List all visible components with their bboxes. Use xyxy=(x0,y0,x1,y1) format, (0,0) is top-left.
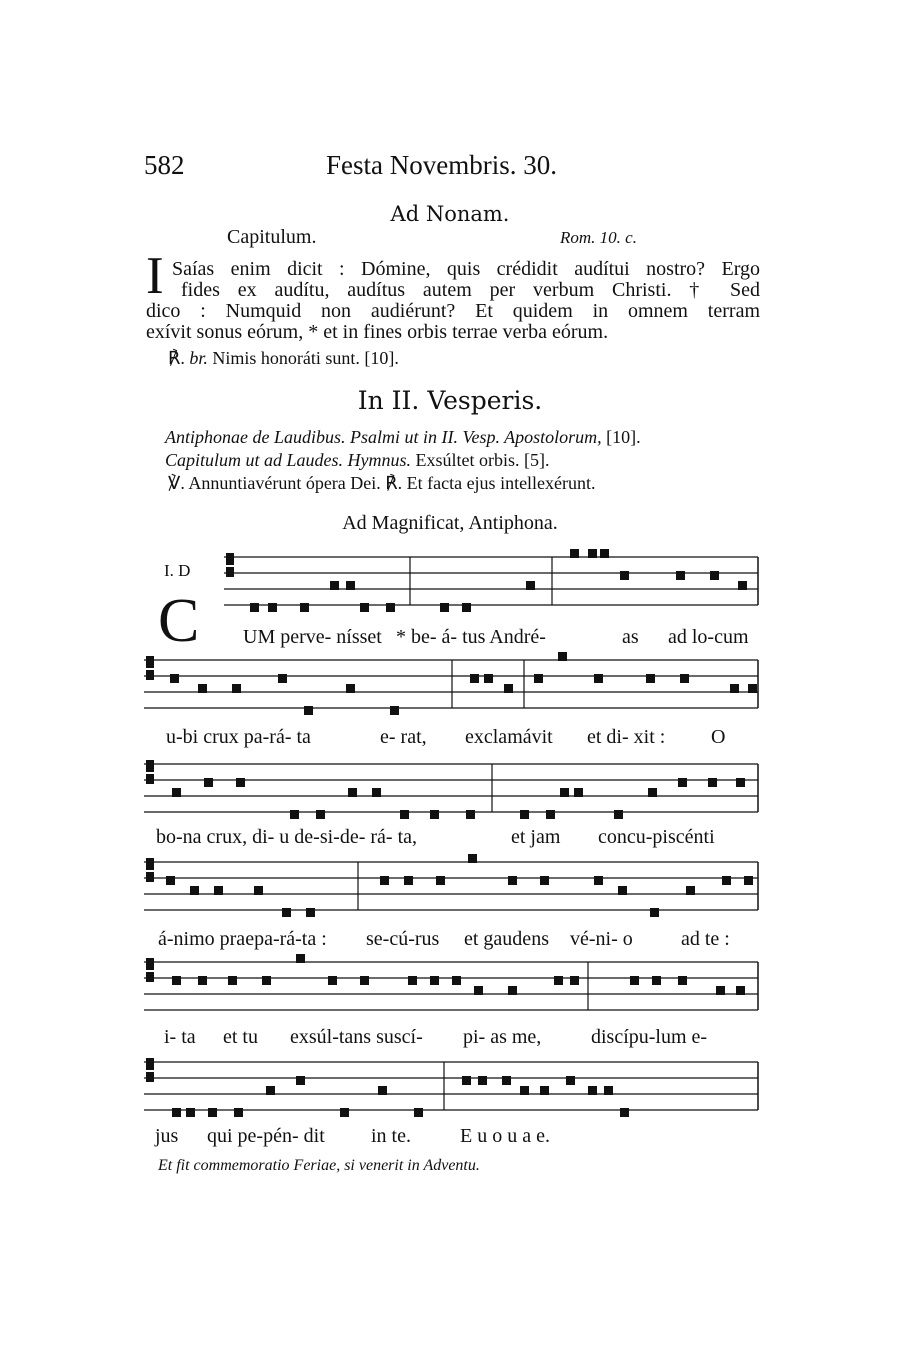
lyric-syllable: exclamávit xyxy=(465,726,553,748)
punctum-neume xyxy=(504,684,513,693)
punctum-neume xyxy=(378,1086,387,1095)
punctum-neume xyxy=(390,706,399,715)
punctum-neume xyxy=(408,976,417,985)
punctum-neume xyxy=(380,876,389,885)
punctum-neume xyxy=(172,1108,181,1117)
punctum-neume xyxy=(474,986,483,995)
punctum-neume xyxy=(470,674,479,683)
punctum-neume xyxy=(566,1076,575,1085)
do-clef-icon xyxy=(146,872,154,882)
punctum-neume xyxy=(620,1108,629,1117)
chant-staff-6 xyxy=(0,1058,900,1118)
responsory-abbr: br. xyxy=(189,348,208,368)
punctum-neume xyxy=(648,788,657,797)
lyric-syllable: u-bi crux pa-rá- ta xyxy=(166,726,311,748)
punctum-neume xyxy=(708,778,717,787)
lyric-syllable: bo-na crux, di- u de-si-de- rá- ta, xyxy=(156,826,417,848)
punctum-neume xyxy=(604,1086,613,1095)
punctum-neume xyxy=(306,908,315,917)
punctum-neume xyxy=(172,788,181,797)
punctum-neume xyxy=(262,976,271,985)
lyric-syllable: ad te : xyxy=(681,928,730,950)
do-clef-icon xyxy=(146,670,154,680)
responsory-sign: ℟. xyxy=(168,348,185,368)
punctum-neume xyxy=(372,788,381,797)
punctum-neume xyxy=(346,684,355,693)
lyric-syllable: á-nimo praepa-rá-ta : xyxy=(158,928,327,950)
lyric-syllable: et jam xyxy=(511,826,561,848)
punctum-neume xyxy=(744,876,753,885)
punctum-neume xyxy=(722,876,731,885)
punctum-neume xyxy=(436,876,445,885)
punctum-neume xyxy=(214,886,223,895)
punctum-neume xyxy=(484,674,493,683)
punctum-neume xyxy=(360,976,369,985)
rubric-line-2 xyxy=(165,450,550,471)
lyric-syllable: e- rat, xyxy=(380,726,427,748)
mode-indicator: I. D xyxy=(164,561,191,580)
punctum-neume xyxy=(614,810,623,819)
response-sign: ℟. xyxy=(385,473,403,493)
rubric-italic: Antiphonae de Laudibus. Psalmi ut in II. Vesp. Apostolorum, xyxy=(165,427,602,447)
punctum-neume xyxy=(414,1108,423,1117)
rubric-plain: Exsúltet orbis. [5]. xyxy=(415,450,550,470)
punctum-neume xyxy=(594,674,603,683)
lyric-syllable: O xyxy=(711,726,726,748)
punctum-neume xyxy=(236,778,245,787)
chant-staff-1 xyxy=(0,553,900,613)
punctum-neume xyxy=(296,1076,305,1085)
punctum-neume xyxy=(570,549,579,558)
punctum-neume xyxy=(730,684,739,693)
punctum-neume xyxy=(508,986,517,995)
punctum-neume xyxy=(282,908,291,917)
rubric-italic: Hymnus. xyxy=(347,450,412,470)
lyric-syllable: E u o u a e. xyxy=(460,1125,550,1147)
punctum-neume xyxy=(526,581,535,590)
do-clef-icon xyxy=(146,1058,154,1070)
punctum-neume xyxy=(646,674,655,683)
commemoration-rubric: Et fit commemoratio Feriae, si venerit in Adventu. xyxy=(158,1157,480,1174)
capitulum-label: Capitulum. xyxy=(227,226,317,248)
rubric-line-1 xyxy=(165,427,641,448)
punctum-neume xyxy=(172,976,181,985)
chant-staff-5 xyxy=(0,958,900,1018)
punctum-neume xyxy=(340,1108,349,1117)
punctum-neume xyxy=(594,876,603,885)
lyric-syllable: se-cú-rus xyxy=(366,928,440,950)
lyric-syllable: discípu-lum e- xyxy=(591,1026,708,1048)
punctum-neume xyxy=(546,810,555,819)
punctum-neume xyxy=(558,652,567,661)
punctum-neume xyxy=(678,778,687,787)
punctum-neume xyxy=(748,684,757,693)
punctum-neume xyxy=(520,810,529,819)
punctum-neume xyxy=(348,788,357,797)
punctum-neume xyxy=(588,549,597,558)
punctum-neume xyxy=(680,674,689,683)
punctum-neume xyxy=(208,1108,217,1117)
drop-cap: C xyxy=(158,587,200,655)
page-number: 582 xyxy=(144,150,185,180)
responsory-line xyxy=(168,348,399,369)
lyric-syllable: ad lo-cum xyxy=(668,626,749,648)
capitulum-line-3: dico : Numquid non audiérunt? Et quidem in omnem terram xyxy=(146,300,760,322)
punctum-neume xyxy=(574,788,583,797)
punctum-neume xyxy=(360,603,369,612)
do-clef-icon xyxy=(146,858,154,870)
punctum-neume xyxy=(250,603,259,612)
antiphon-heading: Ad Magnificat, Antiphona. xyxy=(342,512,558,534)
versicle-text: Annuntiavérunt ópera Dei. xyxy=(188,473,381,493)
lyric-syllable: i- ta xyxy=(164,1026,196,1048)
section-heading-vespers: In II. Vesperis. xyxy=(357,386,543,415)
punctum-neume xyxy=(710,571,719,580)
punctum-neume xyxy=(234,1108,243,1117)
lyric-syllable: be- á- tus André- xyxy=(411,626,546,648)
punctum-neume xyxy=(736,986,745,995)
do-clef-icon xyxy=(146,972,154,982)
punctum-neume xyxy=(620,571,629,580)
punctum-neume xyxy=(190,886,199,895)
punctum-neume xyxy=(570,976,579,985)
do-clef-icon xyxy=(146,760,154,772)
punctum-neume xyxy=(466,810,475,819)
versicle-sign: ℣. xyxy=(168,473,185,493)
scripture-reference: Rom. 10. c. xyxy=(560,228,637,247)
capitulum-line-4: exívit sonus eórum, * et in fines orbis terrae verba eórum. xyxy=(146,321,609,343)
punctum-neume xyxy=(296,954,305,963)
punctum-neume xyxy=(204,778,213,787)
lyric-syllable: exsúl-tans suscí- xyxy=(290,1026,423,1048)
punctum-neume xyxy=(170,674,179,683)
punctum-neume xyxy=(652,976,661,985)
running-title: Festa Novembris. 30. xyxy=(326,150,557,180)
response-text: Et facta ejus intellexérunt. xyxy=(406,473,596,493)
punctum-neume xyxy=(440,603,449,612)
versicle-line xyxy=(168,473,596,494)
punctum-neume xyxy=(560,788,569,797)
punctum-neume xyxy=(618,886,627,895)
punctum-neume xyxy=(290,810,299,819)
punctum-neume xyxy=(228,976,237,985)
punctum-neume xyxy=(462,1076,471,1085)
punctum-neume xyxy=(630,976,639,985)
punctum-neume xyxy=(468,854,477,863)
do-clef-icon xyxy=(146,774,154,784)
lyric-syllable: qui pe-pén- dit xyxy=(207,1125,325,1147)
chant-staff-2 xyxy=(0,656,900,716)
lyric-syllable: vé-ni- o xyxy=(570,928,633,950)
punctum-neume xyxy=(540,1086,549,1095)
punctum-neume xyxy=(300,603,309,612)
punctum-neume xyxy=(430,976,439,985)
punctum-neume xyxy=(186,1108,195,1117)
punctum-neume xyxy=(266,1086,275,1095)
punctum-neume xyxy=(736,778,745,787)
lyric-syllable: et di- xit : xyxy=(587,726,666,748)
punctum-neume xyxy=(278,674,287,683)
lyric-syllable: et gaudens xyxy=(464,928,549,950)
punctum-neume xyxy=(650,908,659,917)
punctum-neume xyxy=(254,886,263,895)
do-clef-icon xyxy=(146,958,154,970)
punctum-neume xyxy=(198,976,207,985)
punctum-neume xyxy=(534,674,543,683)
lyric-syllable: in te. xyxy=(371,1125,411,1147)
chant-staff-4 xyxy=(0,858,900,918)
punctum-neume xyxy=(268,603,277,612)
punctum-neume xyxy=(502,1076,511,1085)
punctum-neume xyxy=(600,549,609,558)
do-clef-icon xyxy=(146,656,154,668)
do-clef-icon xyxy=(146,1072,154,1082)
punctum-neume xyxy=(676,571,685,580)
punctum-neume xyxy=(166,876,175,885)
initial-letter: I xyxy=(146,247,164,305)
do-clef-icon xyxy=(226,553,234,565)
lyric-syllable: concu-piscénti xyxy=(598,826,715,848)
lyric-syllable: pi- as me, xyxy=(463,1026,542,1048)
lyric-syllable: as xyxy=(622,626,639,648)
punctum-neume xyxy=(540,876,549,885)
punctum-neume xyxy=(678,976,687,985)
punctum-neume xyxy=(478,1076,487,1085)
rubric-plain: [10]. xyxy=(606,427,641,447)
lyric-syllable: UM perve- nísset xyxy=(243,626,382,648)
punctum-neume xyxy=(520,1086,529,1095)
punctum-neume xyxy=(716,986,725,995)
punctum-neume xyxy=(452,976,461,985)
punctum-neume xyxy=(738,581,747,590)
punctum-neume xyxy=(330,581,339,590)
chant-staff-3 xyxy=(0,760,900,820)
punctum-neume xyxy=(304,706,313,715)
punctum-neume xyxy=(404,876,413,885)
punctum-neume xyxy=(554,976,563,985)
punctum-neume xyxy=(316,810,325,819)
do-clef-icon xyxy=(226,567,234,577)
punctum-neume xyxy=(198,684,207,693)
punctum-neume xyxy=(430,810,439,819)
punctum-neume xyxy=(462,603,471,612)
punctum-neume xyxy=(346,581,355,590)
capitulum-line-1: Saías enim dicit : Dómine, quis crédidit audítui nostro? Ergo xyxy=(172,258,760,280)
punctum-neume xyxy=(328,976,337,985)
lyric-syllable: et tu xyxy=(223,1026,258,1048)
responsory-text: Nimis honoráti sunt. [10]. xyxy=(212,348,399,368)
punctum-neume xyxy=(686,886,695,895)
capitulum-line-2: fides ex audítu, audítus autem per verbum Christi. † Sed xyxy=(181,279,760,301)
punctum-neume xyxy=(400,810,409,819)
section-heading-nonam: Ad Nonam. xyxy=(390,202,510,226)
lyric-syllable: jus xyxy=(155,1125,179,1147)
rubric-italic: Capitulum ut ad Laudes. xyxy=(165,450,344,470)
punctum-neume xyxy=(508,876,517,885)
punctum-neume xyxy=(386,603,395,612)
punctum-neume xyxy=(588,1086,597,1095)
punctum-neume xyxy=(232,684,241,693)
lyric-syllable: * xyxy=(396,626,406,648)
